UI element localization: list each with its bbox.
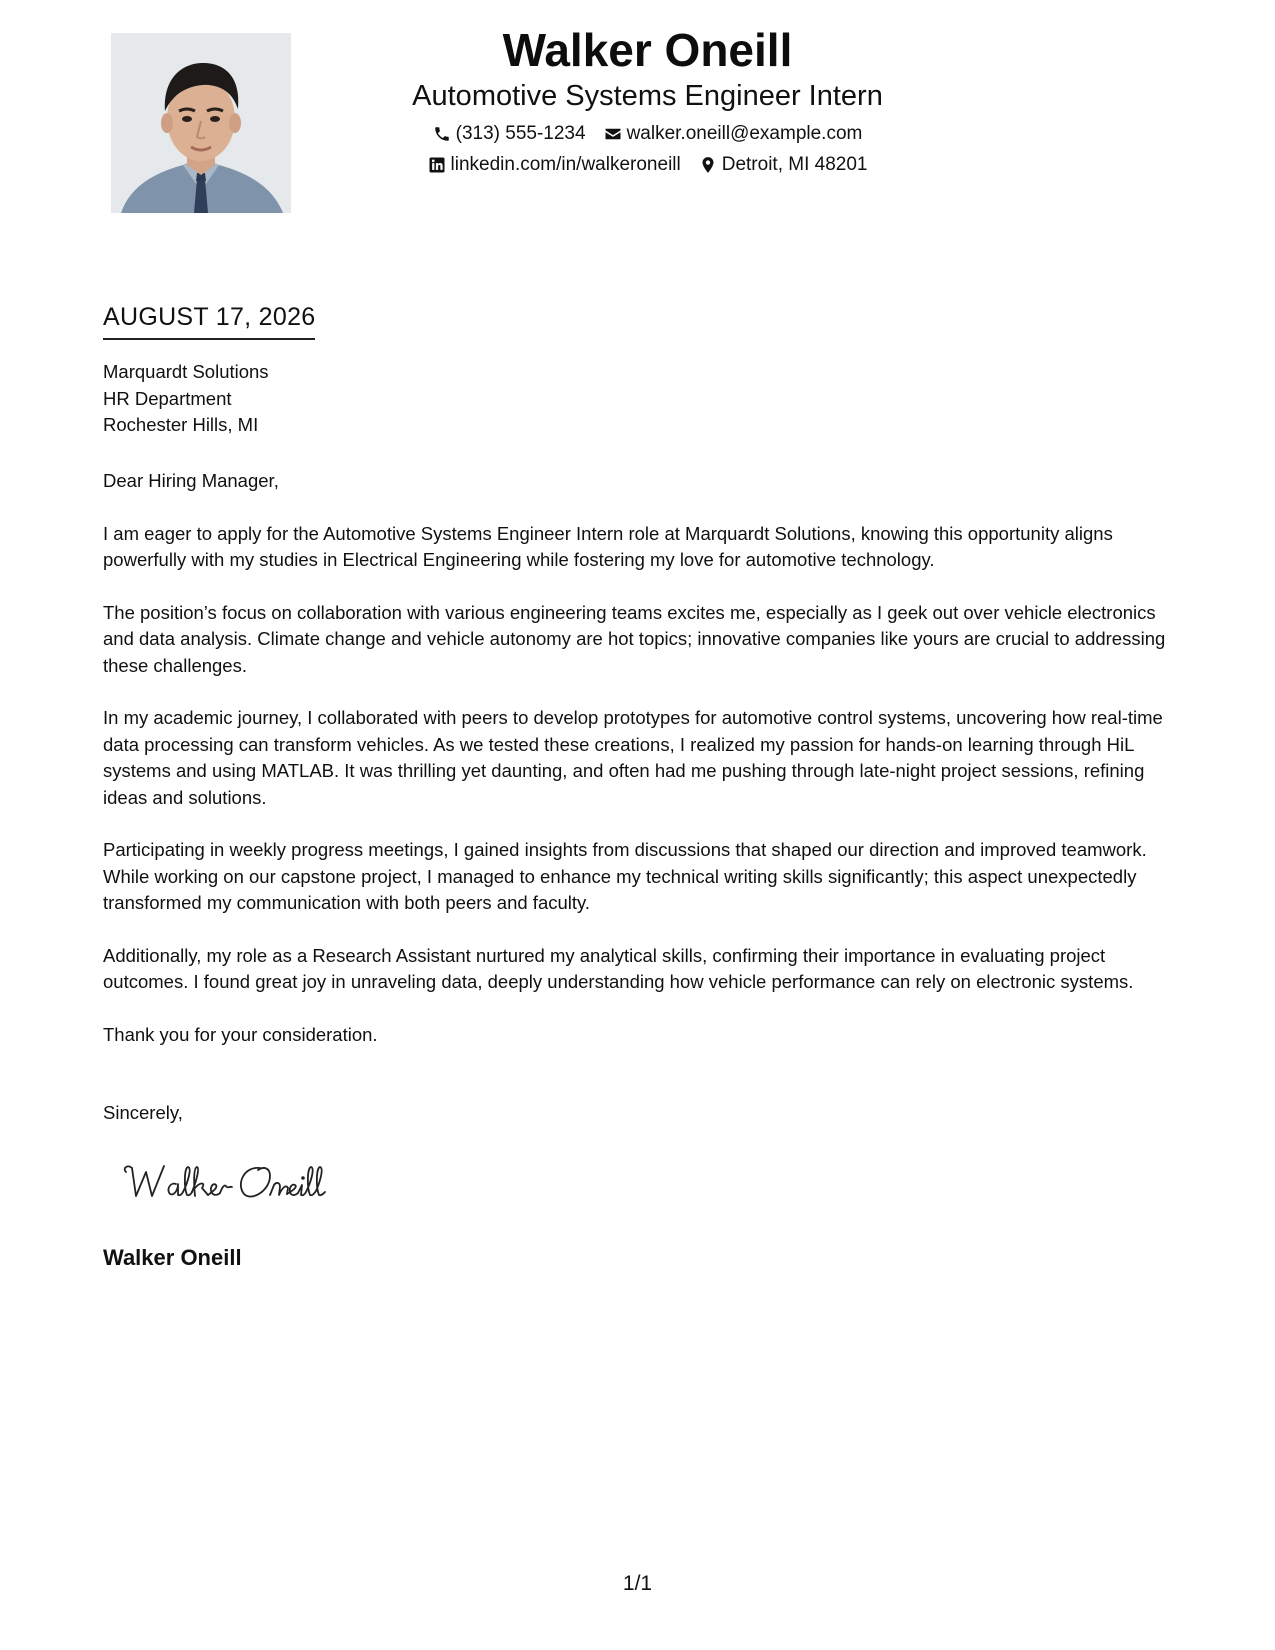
contact-row-1 xyxy=(380,120,915,147)
valediction: Sincerely, xyxy=(103,1102,183,1123)
signer-name: Walker Oneill xyxy=(103,1245,242,1270)
envelope-icon xyxy=(604,125,622,143)
applicant-title: Automotive Systems Engineer Intern xyxy=(412,80,883,112)
linkedin-text: linkedin.com/in/walkeroneill xyxy=(450,154,681,175)
applicant-name: Walker Oneill xyxy=(502,24,793,76)
signature-image xyxy=(120,1158,350,1208)
phone-contact[interactable] xyxy=(433,120,586,147)
recipient-department: HR Department xyxy=(103,387,232,409)
contact-row-2 xyxy=(380,151,915,178)
location-contact xyxy=(699,151,868,178)
paragraph: Participating in weekly progress meetings, I gained insights from discussions that shaped our direction and improved teamwork. While working on our capstone project, I managed to enhance my technical writing skills significantly; this aspect unexpectedly transformed my communication with both peers and faculty. xyxy=(103,839,1147,913)
recipient-company: Marquardt Solutions xyxy=(103,361,269,382)
paragraph: The position’s focus on collaboration with various engineering teams excites me, especially as I geek out over vehicle electronics and data analysis. Climate change and vehicle autonomy are hot topics; innovative companies like yours are crucial to addressing these challenges. xyxy=(103,601,1166,676)
thanks-line: Thank you for your consideration. xyxy=(103,1023,378,1045)
letter-body xyxy=(103,468,1183,1074)
handwritten-signature xyxy=(120,1158,350,1208)
portrait-image xyxy=(111,33,291,213)
resume-header xyxy=(380,22,915,178)
email-text: walker.oneill@example.com xyxy=(626,123,863,144)
paragraph: Additionally, my role as a Research Assistant nurtured my analytical skills, confirming their importance in evaluating project outcomes. I found great joy in unraveling data, deeply understanding how vehicle performance can rely on electronic systems. xyxy=(103,944,1134,992)
page-number: 1/1 xyxy=(622,1572,653,1595)
phone-text: (313) 555-1234 xyxy=(455,123,586,144)
map-pin-icon xyxy=(699,156,717,174)
recipient-block xyxy=(103,359,269,439)
location-text: Detroit, MI 48201 xyxy=(721,154,868,175)
paragraph: In my academic journey, I collaborated with peers to develop prototypes for automotive control systems, uncovering how real-time data processing can transform vehicles. As we tested these creations, I realized my passion for hands-on learning through HiL systems and using MATLAB. It was thrilling yet daunting, and often had me pushing through late-night project sessions, refining ideas and solutions. xyxy=(103,707,1163,808)
recipient-city: Rochester Hills, MI xyxy=(103,414,259,435)
phone-icon xyxy=(433,125,451,143)
letter-date: AUGUST 17, 2026 xyxy=(103,300,315,340)
linkedin-icon xyxy=(428,156,446,174)
linkedin-contact[interactable] xyxy=(428,151,681,178)
email-contact[interactable] xyxy=(604,120,863,147)
paragraph: I am eager to apply for the Automotive Systems Engineer Intern role at Marquardt Solutions, knowing this opportunity aligns powerfully with my studies in Electrical Engineering while fostering my love for automotive technology. xyxy=(103,522,1113,570)
salutation: Dear Hiring Manager, xyxy=(103,470,279,491)
profile-photo xyxy=(111,33,291,213)
